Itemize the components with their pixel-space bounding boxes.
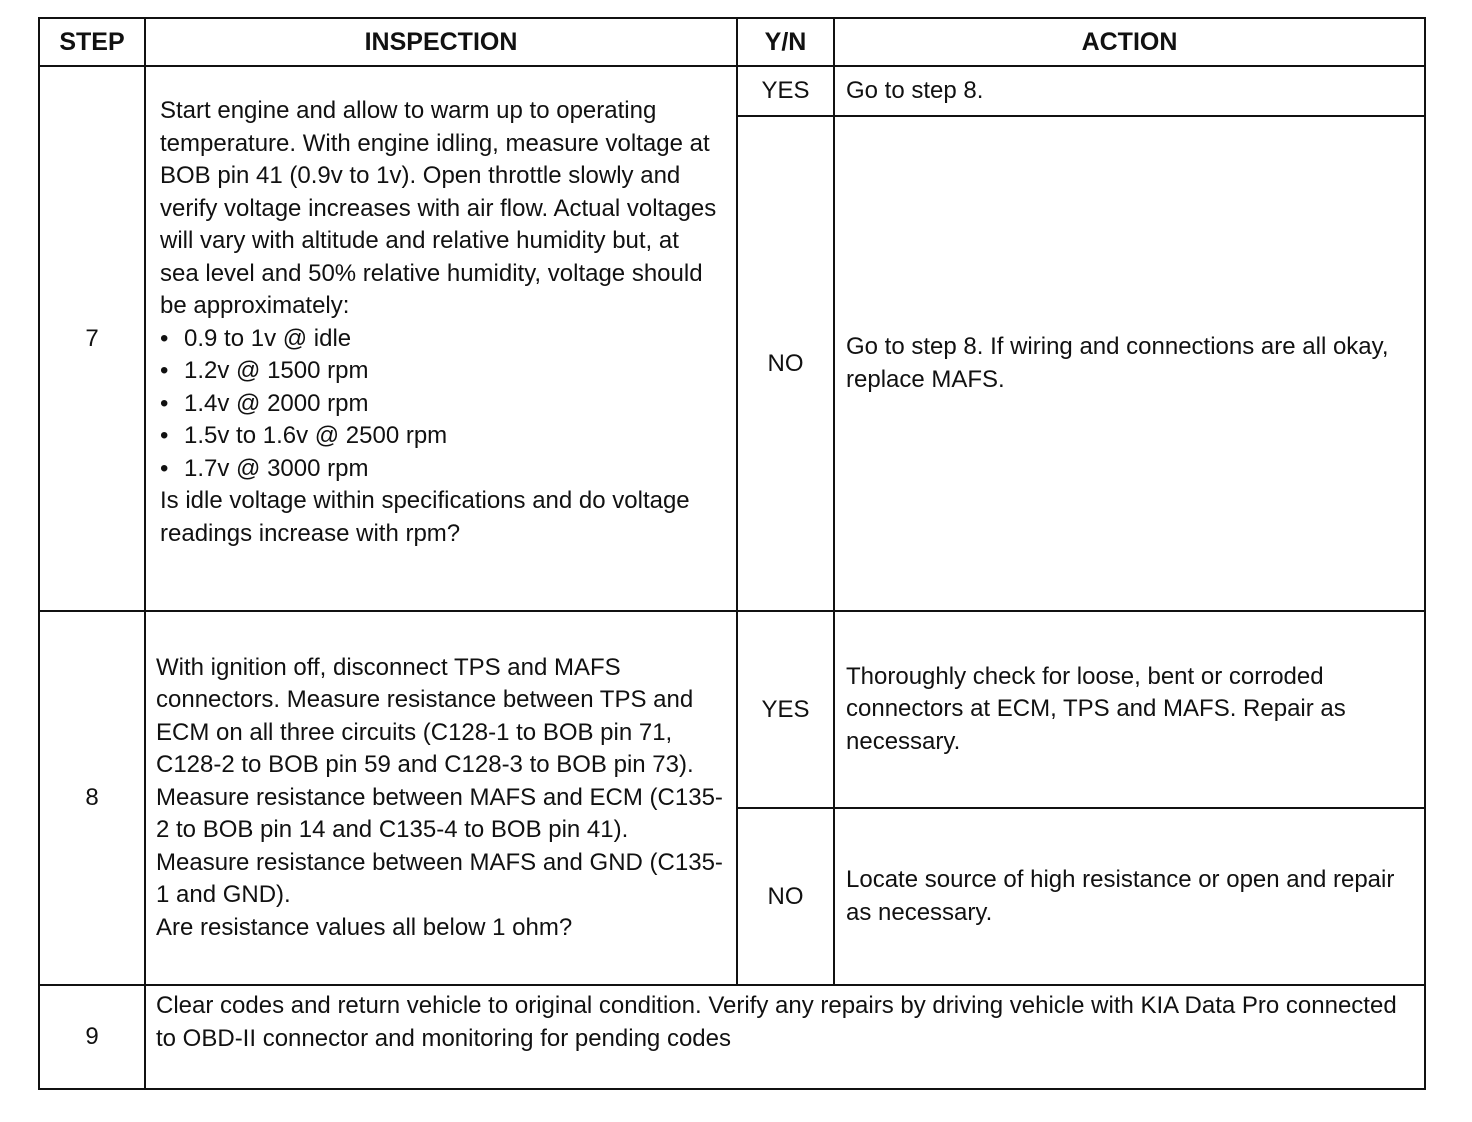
no-label: NO (737, 116, 834, 611)
yes-label: YES (737, 66, 834, 116)
inspection-cell (145, 611, 737, 985)
list-item: • 1.4v @ 2000 rpm (160, 388, 724, 421)
list-item: • 1.7v @ 3000 rpm (160, 453, 724, 486)
inspection-text: Start engine and allow to warm up to operating temperature. With engine idling, measure voltage at BOB pin 41 (0.9v to 1v). Open throttle slowly and verify voltage increases with air flow. Actual voltages will vary with altitude and relative humidity but, at sea level and 50% relative humidity, voltage should be approximately: (160, 97, 717, 319)
no-action: Go to step 8. If wiring and connections are all okay, replace MAFS. (834, 116, 1425, 611)
no-label: NO (737, 808, 834, 985)
step-9-row (39, 985, 1425, 1089)
inspection-text: With ignition off, disconnect TPS and MAFS connectors. Measure resistance between TPS and ECM on all three circuits (C128-1 to BOB pin 71, C128-2 to BOB pin 59 and C128-3 to BOB pin 73). Measure resistance between MAFS and ECM (C135-2 to BOB pin 14 and C135-4 to BOB pin 41). Measure resistance between MAFS and GND (C135-1 and GND). (156, 653, 723, 909)
step-number: 9 (39, 985, 145, 1089)
header-yn: Y/N (737, 18, 834, 66)
yes-label: YES (737, 611, 834, 808)
step-number: 7 (39, 66, 145, 611)
step-8-yes-row (39, 611, 1425, 808)
yes-action: Go to step 8. (834, 66, 1425, 116)
diagnostic-table (38, 17, 1426, 1090)
header-row (39, 18, 1425, 66)
list-item: • 1.2v @ 1500 rpm (160, 355, 724, 388)
inspection-cell: Clear codes and return vehicle to original condition. Verify any repairs by driving vehicle with KIA Data Pro connected to OBD-II connector and monitoring for pending codes (145, 985, 1425, 1089)
header-action: ACTION (834, 18, 1425, 66)
header-step: STEP (39, 18, 145, 66)
voltage-spec-list (160, 323, 724, 486)
list-item: • 0.9 to 1v @ idle (160, 323, 724, 356)
inspection-question: Is idle voltage within specifications and do voltage readings increase with rpm? (160, 487, 690, 547)
inspection-cell (145, 66, 737, 611)
no-action: Locate source of high resistance or open and repair as necessary. (834, 808, 1425, 985)
list-item: • 1.5v to 1.6v @ 2500 rpm (160, 420, 724, 453)
step-7-yes-row (39, 66, 1425, 116)
step-number: 8 (39, 611, 145, 985)
header-inspection: INSPECTION (145, 18, 737, 66)
inspection-question: Are resistance values all below 1 ohm? (156, 913, 573, 941)
yes-action: Thoroughly check for loose, bent or corroded connectors at ECM, TPS and MAFS. Repair as necessary. (834, 611, 1425, 808)
